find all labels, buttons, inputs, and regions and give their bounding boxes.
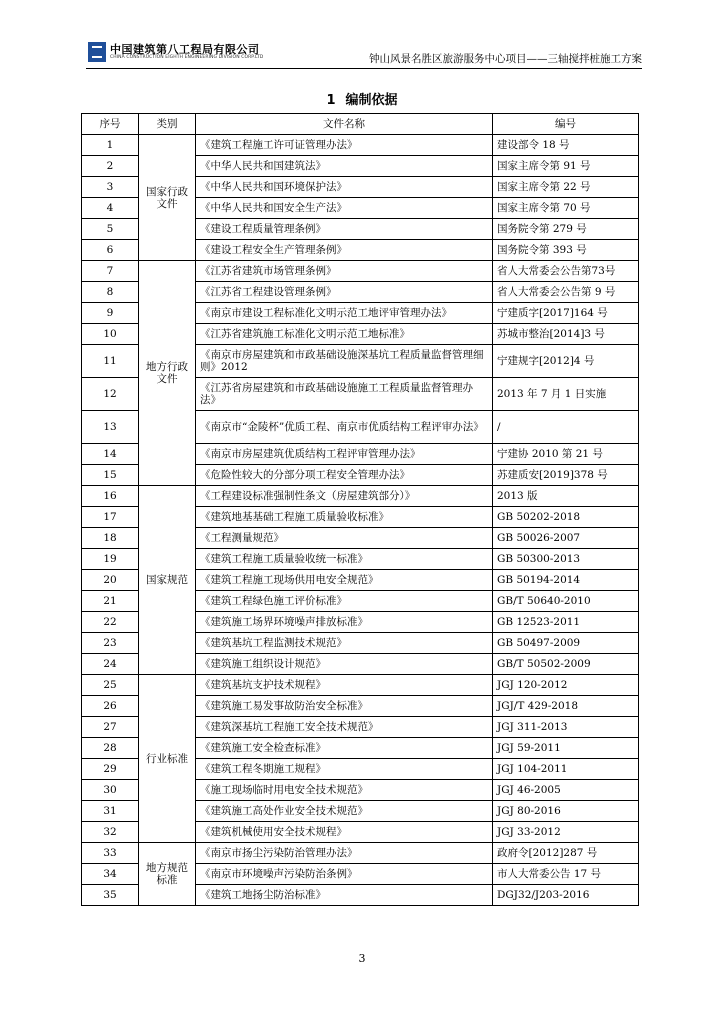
table-row: [82, 843, 639, 864]
document-name: 《南京市房屋建筑和市政基础设施深基坑工程质量监督管理细则》2012: [196, 345, 493, 378]
document-name: 《建筑工地扬尘防治标准》: [196, 885, 493, 906]
document-name: 《危险性较大的分部分项工程安全管理办法》: [196, 465, 493, 486]
document-code: 建设部令 18 号: [493, 135, 639, 156]
page-header: [86, 38, 642, 68]
document-name: 《建筑工程施工许可证管理办法》: [196, 135, 493, 156]
row-number: 11: [82, 345, 139, 378]
document-code: JGJ 104-2011: [493, 759, 639, 780]
table-row: [82, 261, 639, 282]
document-code: GB/T 50640-2010: [493, 591, 639, 612]
document-code: 国务院令第 393 号: [493, 240, 639, 261]
document-code: 国务院令第 279 号: [493, 219, 639, 240]
document-code: DGJ32/J203-2016: [493, 885, 639, 906]
row-number: 8: [82, 282, 139, 303]
document-name: 《建筑工程绿色施工评价标准》: [196, 591, 493, 612]
project-title: 钟山风景名胜区旅游服务中心项目——三轴搅拌桩施工方案: [369, 53, 642, 65]
company-name-en: CHINA CONSTRUCTION EIGHTH ENGINEERING DIVISION CORP.LTD: [110, 55, 264, 60]
category-cell: 地方行政文件: [139, 261, 196, 486]
document-code: 市人大常委公告 17 号: [493, 864, 639, 885]
document-code: GB 50300-2013: [493, 549, 639, 570]
document-name: 《建筑施工场界环境噪声排放标准》: [196, 612, 493, 633]
document-code: JGJ 80-2016: [493, 801, 639, 822]
document-code: GB 50497-2009: [493, 633, 639, 654]
row-number: 16: [82, 486, 139, 507]
row-number: 31: [82, 801, 139, 822]
row-number: 32: [82, 822, 139, 843]
row-number: 33: [82, 843, 139, 864]
document-code: 国家主席令第 91 号: [493, 156, 639, 177]
table-row: [82, 135, 639, 156]
row-number: 28: [82, 738, 139, 759]
document-name: 《建筑施工高处作业安全技术规范》: [196, 801, 493, 822]
document-name: 《建设工程安全生产管理条例》: [196, 240, 493, 261]
document-code: 国家主席令第 70 号: [493, 198, 639, 219]
row-number: 29: [82, 759, 139, 780]
document-name: 《南京市“金陵杯”优质工程、南京市优质结构工程评审办法》: [196, 411, 493, 444]
document-name: 《建筑工程冬期施工规程》: [196, 759, 493, 780]
basis-table: [81, 113, 639, 906]
row-number: 22: [82, 612, 139, 633]
category-cell: 国家行政文件: [139, 135, 196, 261]
row-number: 20: [82, 570, 139, 591]
document-name: 《建筑工程施工现场供用电安全规范》: [196, 570, 493, 591]
document-code: 省人大常委会公告第 9 号: [493, 282, 639, 303]
document-name: 《建筑机械使用安全技术规程》: [196, 822, 493, 843]
row-number: 35: [82, 885, 139, 906]
document-name: 《南京市房屋建筑优质结构工程评审管理办法》: [196, 444, 493, 465]
row-number: 18: [82, 528, 139, 549]
document-code: 政府令[2012]287 号: [493, 843, 639, 864]
document-name: 《中华人民共和国环境保护法》: [196, 177, 493, 198]
document-code: GB 50202-2018: [493, 507, 639, 528]
row-number: 27: [82, 717, 139, 738]
document-code: JGJ 311-2013: [493, 717, 639, 738]
row-number: 25: [82, 675, 139, 696]
row-number: 7: [82, 261, 139, 282]
row-number: 6: [82, 240, 139, 261]
document-name: 《江苏省建筑市场管理条例》: [196, 261, 493, 282]
category-cell: 国家规范: [139, 486, 196, 675]
row-number: 10: [82, 324, 139, 345]
row-number: 30: [82, 780, 139, 801]
header-category: 类别: [139, 114, 196, 135]
document-name: 《江苏省建筑施工标准化文明示范工地标准》: [196, 324, 493, 345]
category-cell: 行业标准: [139, 675, 196, 843]
company-logo-icon: [88, 42, 106, 62]
section-title: [0, 89, 724, 108]
document-code: 国家主席令第 22 号: [493, 177, 639, 198]
document-name: 《工程测量规范》: [196, 528, 493, 549]
row-number: 1: [82, 135, 139, 156]
table-row: [82, 486, 639, 507]
document-name: 《施工现场临时用电安全技术规范》: [196, 780, 493, 801]
company-name-cn: 中国建筑第八工程局有限公司: [110, 43, 260, 56]
header-divider: [86, 68, 642, 69]
document-name: 《建筑基坑支护技术规程》: [196, 675, 493, 696]
document-name: 《中华人民共和国安全生产法》: [196, 198, 493, 219]
row-number: 2: [82, 156, 139, 177]
table-header-row: [82, 114, 639, 135]
row-number: 9: [82, 303, 139, 324]
page-number: 3: [358, 952, 366, 965]
header-code: 编号: [493, 114, 639, 135]
document-name: 《建筑施工组织设计规范》: [196, 654, 493, 675]
row-number: 21: [82, 591, 139, 612]
row-number: 13: [82, 411, 139, 444]
document-code: 宁建质字[2017]164 号: [493, 303, 639, 324]
row-number: 24: [82, 654, 139, 675]
document-code: 宁建规字[2012]4 号: [493, 345, 639, 378]
document-code: GB 50194-2014: [493, 570, 639, 591]
document-code: JGJ 59-2011: [493, 738, 639, 759]
document-name: 《工程建设标准强制性条文（房屋建筑部分）》: [196, 486, 493, 507]
row-number: 19: [82, 549, 139, 570]
document-code: 苏建质安[2019]378 号: [493, 465, 639, 486]
document-code: 2013 版: [493, 486, 639, 507]
row-number: 15: [82, 465, 139, 486]
document-name: 《南京市扬尘污染防治管理办法》: [196, 843, 493, 864]
document-code: 2013 年 7 月 1 日实施: [493, 378, 639, 411]
row-number: 5: [82, 219, 139, 240]
document-code: GB 50026-2007: [493, 528, 639, 549]
table-row: [82, 675, 639, 696]
row-number: 4: [82, 198, 139, 219]
header-document: 文件名称: [196, 114, 493, 135]
section-number: 1: [326, 93, 336, 108]
row-number: 12: [82, 378, 139, 411]
document-name: 《建筑工程施工质量验收统一标准》: [196, 549, 493, 570]
document-code: 省人大常委会公告第73号: [493, 261, 639, 282]
document-name: 《建筑基坑工程监测技术规范》: [196, 633, 493, 654]
document-name: 《江苏省房屋建筑和市政基础设施施工工程质量监督管理办法》: [196, 378, 493, 411]
row-number: 3: [82, 177, 139, 198]
document-name: 《中华人民共和国建筑法》: [196, 156, 493, 177]
row-number: 23: [82, 633, 139, 654]
row-number: 34: [82, 864, 139, 885]
category-cell: 地方规范标准: [139, 843, 196, 906]
document-code: JGJ 46-2005: [493, 780, 639, 801]
document-name: 《建设工程质量管理条例》: [196, 219, 493, 240]
document-code: GB 12523-2011: [493, 612, 639, 633]
document-name: 《建筑地基基础工程施工质量验收标准》: [196, 507, 493, 528]
row-number: 14: [82, 444, 139, 465]
section-heading: 编制依据: [345, 93, 398, 108]
document-name: 《建筑施工安全检查标准》: [196, 738, 493, 759]
row-number: 26: [82, 696, 139, 717]
document-code: JGJ 120-2012: [493, 675, 639, 696]
document-code: 苏城市整治[2014]3 号: [493, 324, 639, 345]
document-code: 宁建协 2010 第 21 号: [493, 444, 639, 465]
header-number: 序号: [82, 114, 139, 135]
row-number: 17: [82, 507, 139, 528]
document-code: JGJ/T 429-2018: [493, 696, 639, 717]
document-code: GB/T 50502-2009: [493, 654, 639, 675]
document-name: 《建筑深基坑工程施工安全技术规范》: [196, 717, 493, 738]
document-code: JGJ 33-2012: [493, 822, 639, 843]
document-name: 《南京市环境噪声污染防治条例》: [196, 864, 493, 885]
document-name: 《建筑施工易发事故防治安全标准》: [196, 696, 493, 717]
document-name: 《江苏省工程建设管理条例》: [196, 282, 493, 303]
document-name: 《南京市建设工程标准化文明示范工地评审管理办法》: [196, 303, 493, 324]
document-code: /: [493, 411, 639, 444]
